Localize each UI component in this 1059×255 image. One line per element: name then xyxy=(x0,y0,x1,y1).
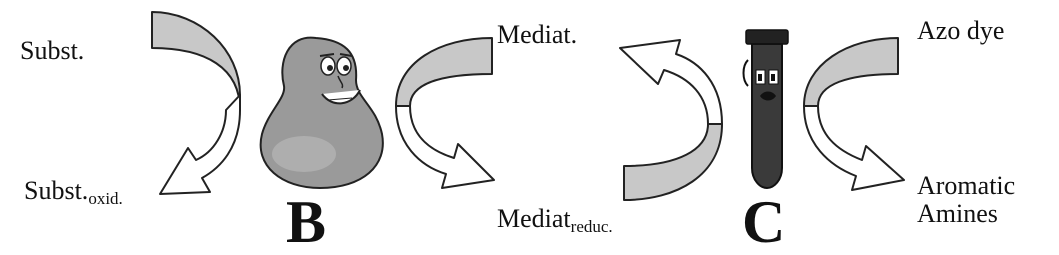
mediator-label: Mediat. xyxy=(497,20,578,49)
azo-dye-label: Azo dye xyxy=(917,16,1005,45)
test-tube-icon xyxy=(744,30,789,188)
label-c: C xyxy=(742,189,786,255)
curved-arrow-regeneration xyxy=(620,40,722,200)
aromatic-line-1: Aromatic xyxy=(917,171,1016,200)
curved-arrow-azo-dye xyxy=(804,38,904,190)
substrate-label: Subst. xyxy=(20,36,85,65)
mediator-reduced-label xyxy=(497,204,613,237)
substrate-oxidized-label xyxy=(24,176,123,209)
aromatic-line-2: Amines xyxy=(917,199,998,228)
mediator-reduced-subscript: reduc. xyxy=(570,217,613,236)
curved-arrow-substrate xyxy=(152,12,240,194)
substrate-oxidized-base: Subst. xyxy=(24,176,89,205)
bacterium-icon xyxy=(261,38,383,188)
label-b: B xyxy=(286,189,327,255)
aromatic-amines-label xyxy=(917,172,1015,228)
mediator-reduced-base: Mediat xyxy=(497,204,571,233)
substrate-oxidized-subscript: oxid. xyxy=(88,189,123,208)
curved-arrow-mediator xyxy=(396,38,494,188)
